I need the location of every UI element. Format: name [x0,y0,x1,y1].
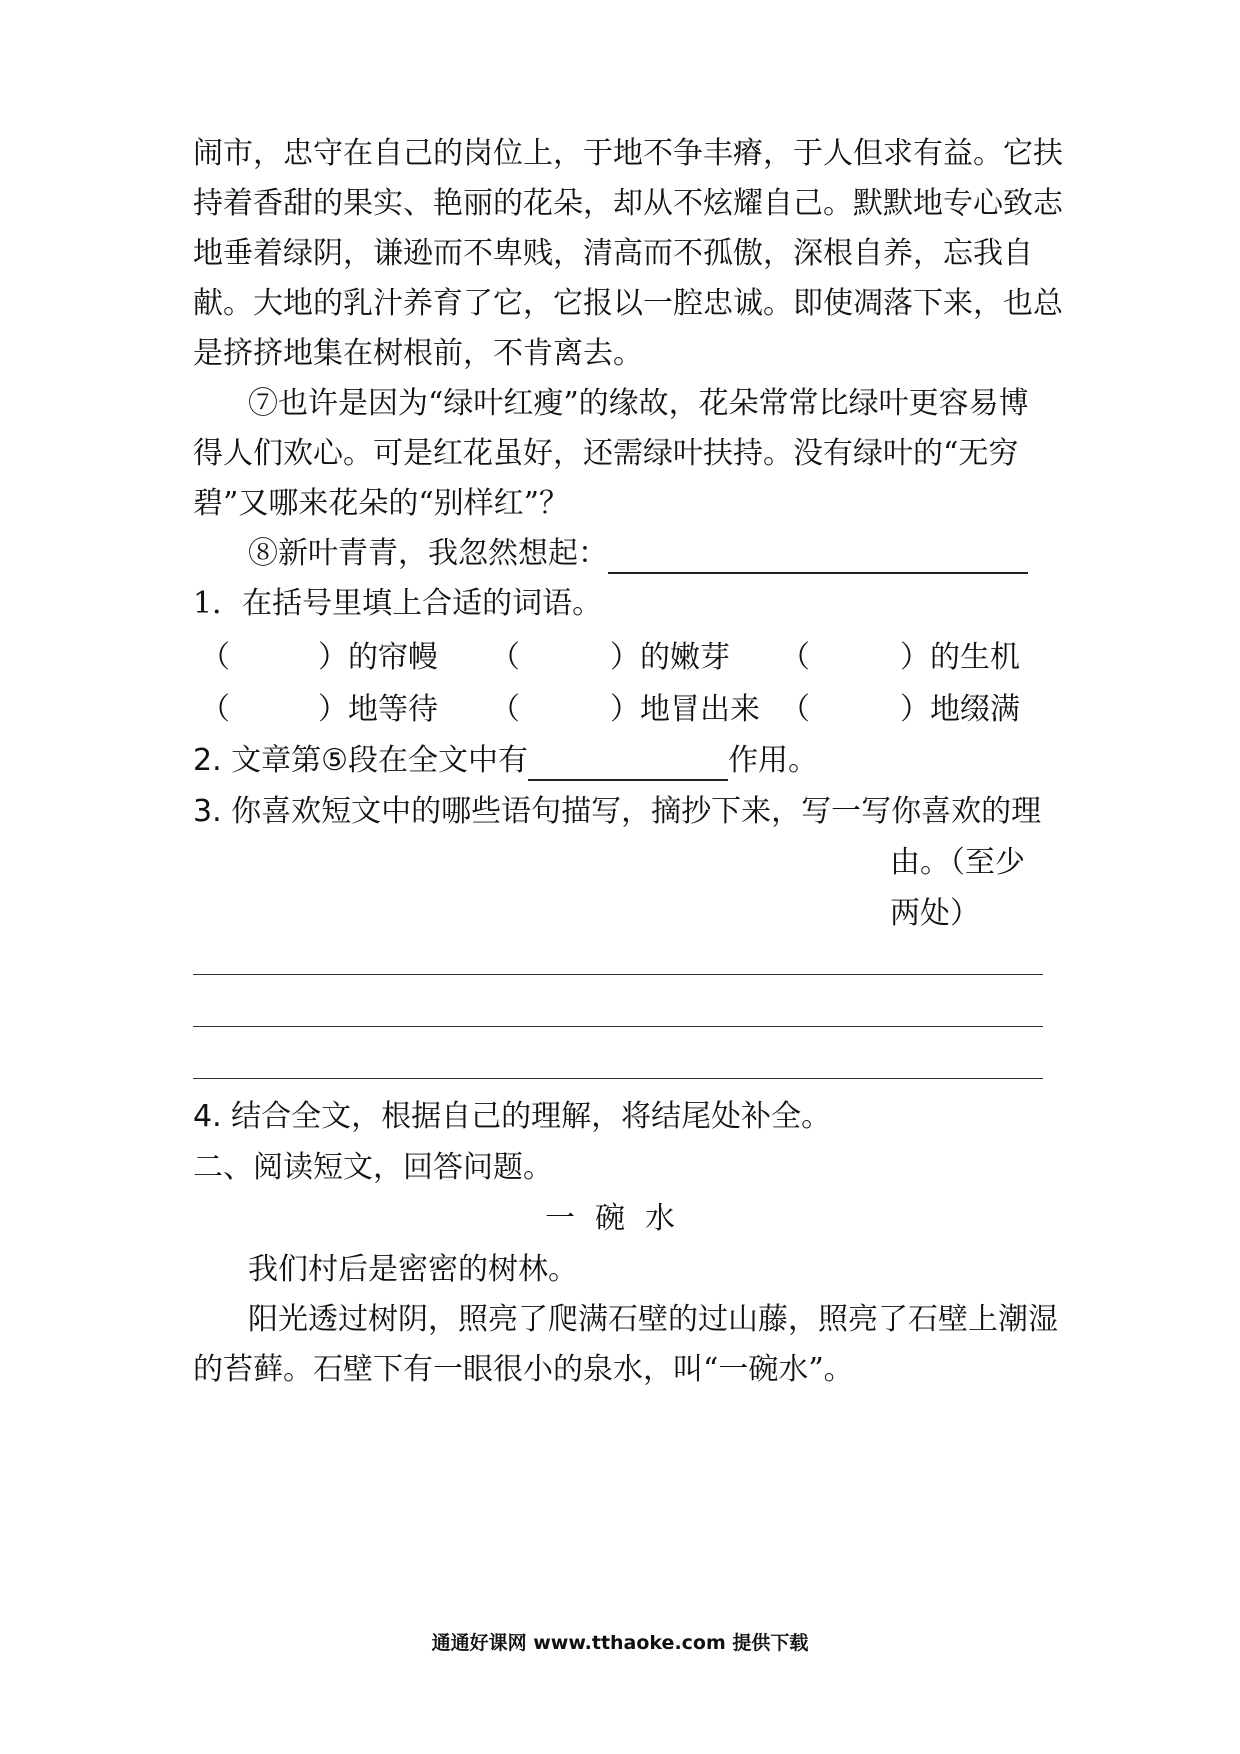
answer-line-3[interactable] [193,1078,1043,1079]
passage-line-1: 闹市，忠守在自己的岗位上，于地不争丰瘠，于人但求有益。它扶 [193,136,1063,171]
story-paragraph-2-line-1: 阳光透过树阴，照亮了爬满石壁的过山藤，照亮了石壁上潮湿 [248,1302,1058,1337]
open-paren: （ [200,640,230,675]
story-paragraph-2-line-2: 的苔藓。石壁下有一眼很小的泉水，叫“一碗水”。 [193,1352,854,1387]
story-title: 一碗水 [545,1201,695,1236]
open-paren: （ [490,692,520,727]
paragraph-7-line-2: 得人们欢心。可是红花虽好，还需绿叶扶持。没有绿叶的“无穷 [193,436,1019,471]
paragraph-7-line-1: ⑦也许是因为“绿叶红瘦”的缘故，花朵常常比绿叶更容易博 [248,386,1029,421]
open-paren: （ [490,640,520,675]
word-fill-1[interactable]: ）的帘幔 [318,640,438,675]
paragraph-7-line-3: 碧”又哪来花朵的“别样红”？ [193,486,570,521]
paragraph-8 [248,534,1028,574]
question-2-suffix: 作用。 [728,743,819,778]
word-fill-2[interactable]: ）的嫩芽 [610,640,730,675]
answer-line-1[interactable] [193,974,1043,975]
open-paren: （ [780,640,810,675]
open-paren: （ [200,692,230,727]
question-2-text: 2. 文章第⑤段在全文中有 [193,743,529,778]
question-4: 4. 结合全文，根据自己的理解，将结尾处补全。 [193,1099,832,1134]
question-3: 3. 你喜欢短文中的哪些语句描写，摘抄下来，写一写你喜欢的理 [193,794,1042,829]
section-2-heading: 二、阅读短文，回答问题。 [193,1150,553,1185]
open-paren: （ [780,692,810,727]
word-fill-6[interactable]: ）地缀满 [900,692,1020,727]
question-3-continuation-2: 两处） [890,896,980,931]
word-fill-3[interactable]: ）的生机 [900,640,1020,675]
passage-line-2: 持着香甜的果实、艳丽的花朵，却从不炫耀自己。默默地专心致志 [193,186,1063,221]
answer-line-2[interactable] [193,1026,1043,1027]
paragraph-8-text: ⑧新叶青青，我忽然想起： [248,536,608,571]
passage-line-4: 献。大地的乳汁养育了它，它报以一腔忠诚。即使凋落下来，也总 [193,286,1063,321]
passage-line-3: 地垂着绿阴，谦逊而不卑贱，清高而不孤傲，深根自养，忘我自 [193,236,1033,271]
story-paragraph-1: 我们村后是密密的树林。 [248,1252,578,1287]
question-1: 1．在括号里填上合适的词语。 [193,586,603,621]
question-3-continuation-1: 由。（至少 [890,845,1025,880]
question-2 [193,741,818,781]
passage-line-5: 是挤挤地集在树根前，不肯离去。 [193,336,643,371]
ending-blank[interactable] [608,542,1028,574]
question-2-blank[interactable] [528,749,728,781]
word-fill-4[interactable]: ）地等待 [318,692,438,727]
word-fill-5[interactable]: ）地冒出来 [610,692,760,727]
footer-credit: 通通好课网 www.tthaoke.com 提供下载 [431,1632,809,1654]
